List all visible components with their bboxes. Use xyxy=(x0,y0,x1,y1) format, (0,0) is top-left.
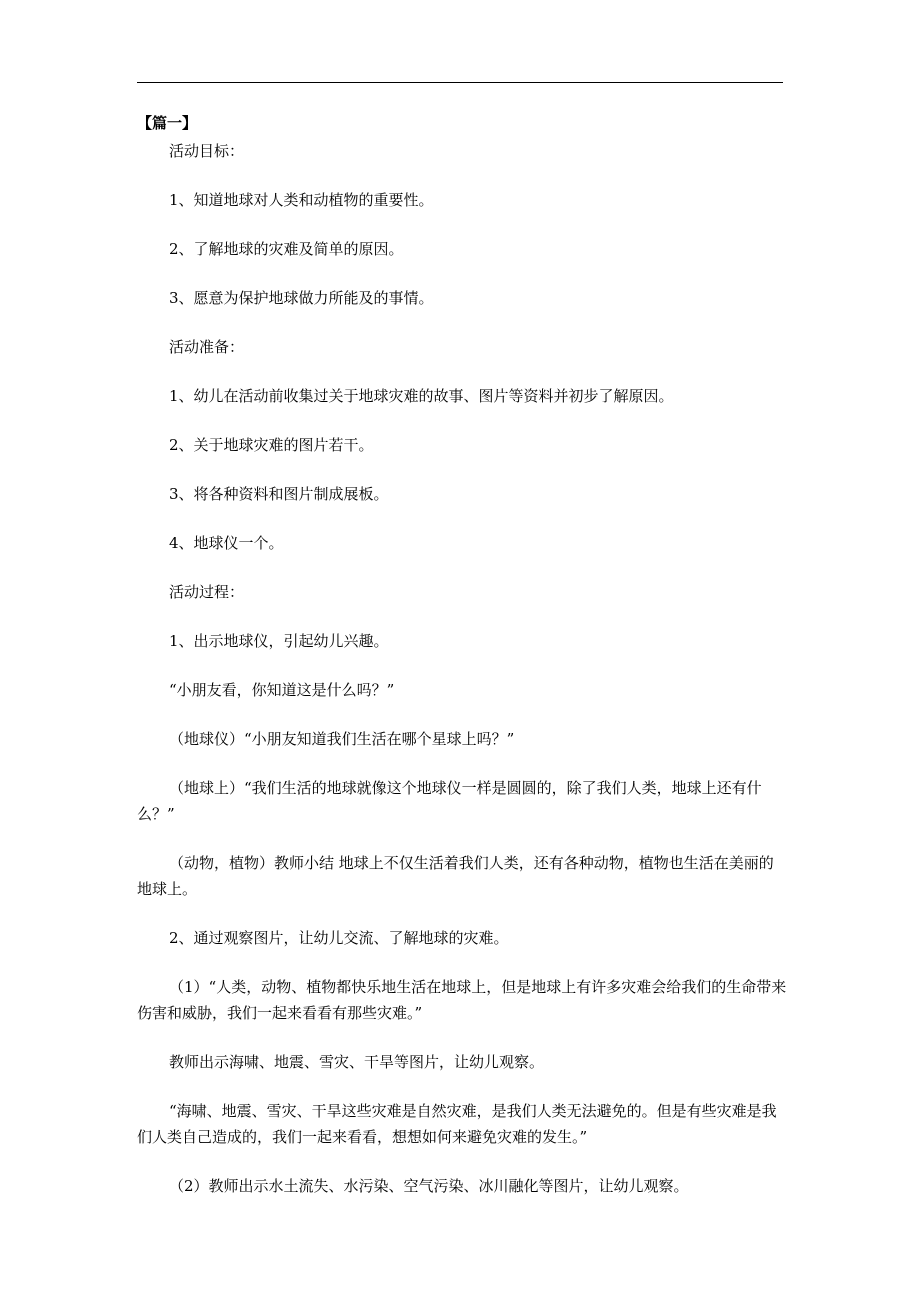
header-rule xyxy=(137,82,783,83)
paragraph-prep-1: 1、幼儿在活动前收集过关于地球灾难的故事、图片等资料并初步了解原因。 xyxy=(169,387,674,405)
section-title: 【篇一】 xyxy=(137,114,198,132)
paragraph-goal-2: 2、了解地球的灾难及简单的原因。 xyxy=(169,240,404,258)
paragraph-process-heading: 活动过程： xyxy=(169,583,245,601)
paragraph-quote-1: “小朋友看，你知道这是什么吗？” xyxy=(169,681,395,699)
paragraph-teacher-shows: 教师出示海啸、地震、雪灾、干旱等图片，让幼儿观察。 xyxy=(169,1053,545,1071)
document-body xyxy=(137,110,787,1199)
paragraph-quote-2: （地球仪）“小朋友知道我们生活在哪个星球上吗？” xyxy=(169,730,515,748)
paragraph-goals-heading: 活动目标： xyxy=(169,142,245,160)
paragraph-prep-heading: 活动准备： xyxy=(169,338,245,356)
paragraph-goal-3: 3、愿意为保护地球做力所能及的事情。 xyxy=(169,289,434,307)
paragraph-prep-2: 2、关于地球灾难的图片若干。 xyxy=(169,436,374,454)
paragraph-step-2-2: （2）教师出示水土流失、水污染、空气污染、冰川融化等图片，让幼儿观察。 xyxy=(169,1177,689,1195)
paragraph-goal-1: 1、知道地球对人类和动植物的重要性。 xyxy=(169,191,434,209)
paragraph-prep-3: 3、将各种资料和图片制成展板。 xyxy=(169,485,389,503)
paragraph-process-1: 1、出示地球仪，引起幼儿兴趣。 xyxy=(169,632,389,650)
paragraph-natural-disasters: “海啸、地震、雪灾、干旱这些灾难是自然灾难，是我们人类无法避免的。但是有些灾难是我们人类自己造成的，我们一起来看看，想想如何来避免灾难的发生。” xyxy=(137,1102,777,1146)
paragraph-summary: （动物，植物）教师小结 地球上不仅生活着我们人类，还有各种动物，植物也生活在美丽的地球上。 xyxy=(137,854,774,898)
paragraph-step-2-1: （1）“人类，动物、植物都快乐地生活在地球上，但是地球上有许多灾难会给我们的生命带来伤害和威胁，我们一起来看看有那些灾难。” xyxy=(137,978,787,1022)
paragraph-quote-3: （地球上）“我们生活的地球就像这个地球仪一样是圆圆的，除了我们人类，地球上还有什么？” xyxy=(137,779,762,823)
paragraph-prep-4: 4、地球仪一个。 xyxy=(169,534,284,552)
paragraph-process-2: 2、通过观察图片，让幼儿交流、了解地球的灾难。 xyxy=(169,929,509,947)
